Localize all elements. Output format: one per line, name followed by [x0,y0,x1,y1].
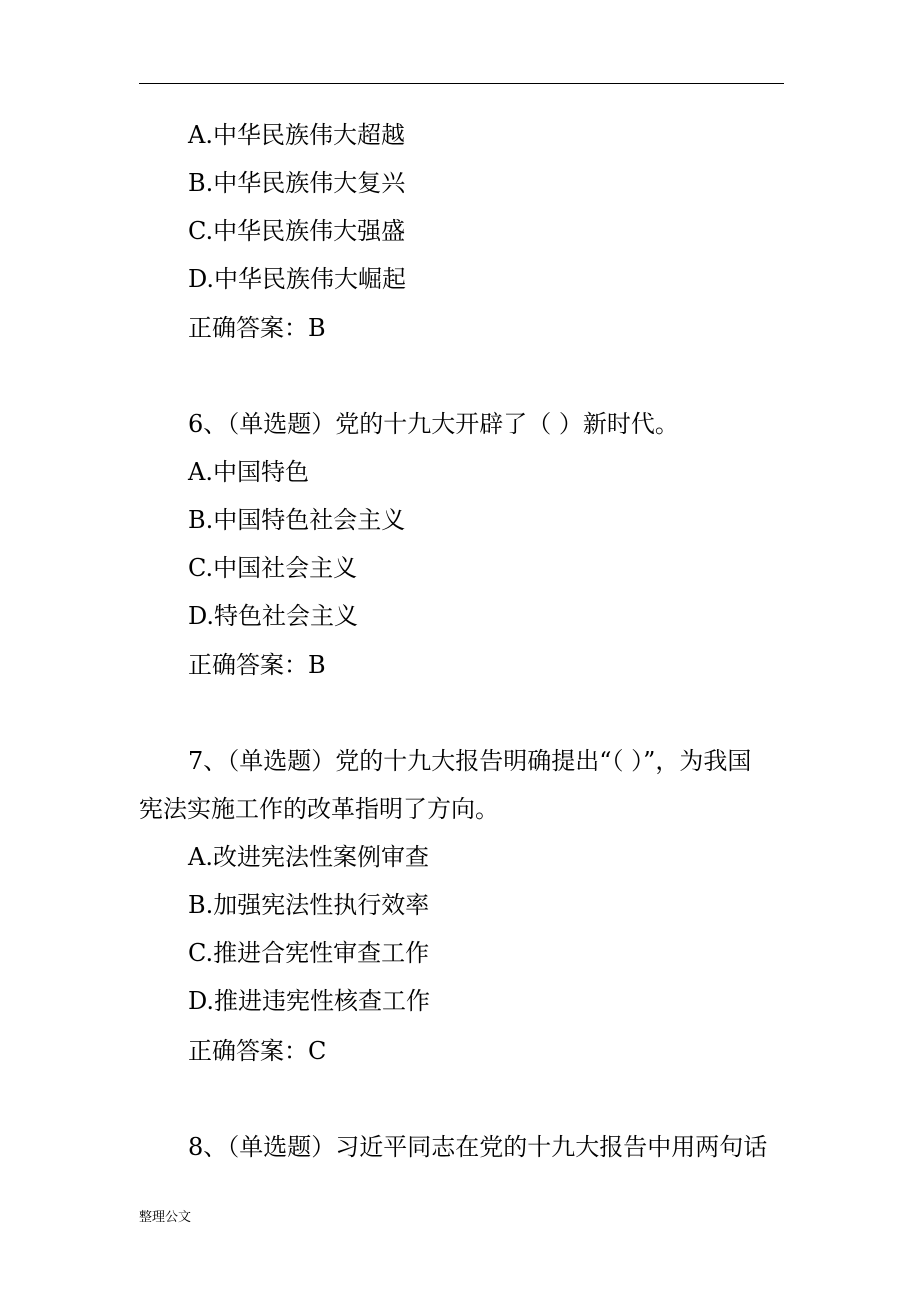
header-rule [139,83,784,84]
q7-question-line2: 宪法实施工作的改革指明了方向。 [139,795,499,823]
q6-option-b: B.中国特色社会主义 [188,506,406,534]
q5-answer: 正确答案：B [188,314,326,342]
q7-option-a: A.改进宪法性案例审查 [188,843,429,871]
q7-answer: 正确答案：C [188,1037,327,1065]
q7-option-d: D.推进违宪性核查工作 [188,987,431,1015]
q6-option-a: A.中国特色 [188,458,309,486]
q7-option-b: B.加强宪法性执行效率 [188,891,430,919]
q5-option-c: C.中华民族伟大强盛 [188,217,406,245]
q7-option-c: C.推进合宪性审查工作 [188,939,430,967]
footer-label: 整理公文 [139,1210,192,1225]
q7-question-line1: 7、（单选题）党的十九大报告明确提出“（ ）”，为我国 [188,747,752,775]
q6-question: 6、（单选题）党的十九大开辟了（ ）新时代。 [188,410,679,438]
q6-option-c: C.中国社会主义 [188,554,358,582]
q8-question-line1: 8、（单选题）习近平同志在党的十九大报告中用两句话 [188,1133,768,1161]
q5-option-a: A.中华民族伟大超越 [188,121,405,149]
q5-option-b: B.中华民族伟大复兴 [188,169,406,197]
q5-option-d: D.中华民族伟大崛起 [188,265,407,293]
q6-answer: 正确答案：B [188,651,326,679]
q6-option-d: D.特色社会主义 [188,602,359,630]
